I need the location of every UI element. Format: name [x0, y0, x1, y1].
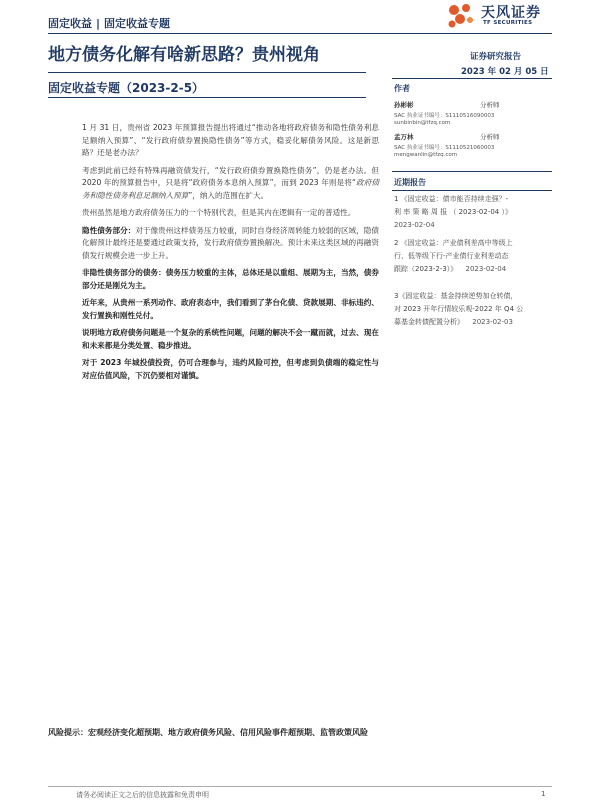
footer-rule	[48, 786, 552, 787]
sidebar-rule	[392, 78, 552, 79]
subcategory-label: 固定收益专题	[104, 17, 171, 30]
body-paragraph: 对于 2023 年城投债投资，仍可合理参与，违约风险可控，但考虑到负债端的稳定性与对应估值风险，下沉仍要相对谨慎。	[82, 358, 379, 380]
report-title-line: 跟踪（2023-2-3）》	[394, 265, 458, 273]
category-label: 固定收益	[48, 17, 92, 30]
title-rule	[48, 72, 366, 73]
footer-disclaimer: 请务必阅读正文之后的信息披露和免责申明	[76, 791, 209, 799]
author-name: 孟万林	[394, 133, 414, 141]
author-email[interactable]: sunbinbin@tfzq.com	[394, 120, 451, 126]
authors-heading: 作者	[394, 84, 410, 93]
recent-report-item[interactable]	[394, 193, 554, 232]
report-title-line: 行、低等级下行-产业债行业利差动态	[394, 252, 509, 260]
logo-name: 天风证券	[481, 5, 541, 21]
author-role: 分析师	[480, 133, 500, 141]
body-paragraph: 近年来，从贵州一系列动作、政府表态中，我们看到了茅台化债、贷款展期、非标违约、发行置换和刚性兑付。	[82, 298, 379, 320]
author-email[interactable]: mengwanlin@tfzq.com	[394, 152, 458, 158]
category-separator: |	[96, 17, 101, 30]
recent-reports-heading: 近期报告	[394, 178, 426, 187]
report-title-line: 3《固定收益：基金持续逆势加仓转债，	[394, 292, 518, 300]
header-rule	[48, 33, 552, 34]
header-category	[48, 15, 170, 31]
author-license: SAC 执业证书编号：S1110516090003	[394, 113, 495, 119]
body-paragraph: 说明地方政府债务问题是一个复杂的系统性问题，问题的解决不会一蹴而就，过去、现在和未来都是分类处置、稳步推进。	[82, 328, 379, 350]
body-paragraph: 考虑到此前已经有特殊再融资债发行，“发行政府债券置换隐性债务”，仍是老办法。但 2020 年的预算报告中，只是将“政府债务本息纳入预算”，而到 2023 年则是将“政府债务和隐性债务利息足额纳入预算”，纳入的范围在扩大。	[82, 165, 379, 200]
emphasis-text: 政府债务和隐性债务利息足额纳入预算	[82, 178, 379, 200]
recent-report-item[interactable]	[394, 237, 554, 276]
report-title-line: 募基金转债配置分析》	[394, 318, 464, 326]
body-paragraph: 1 月 31 日，贵州省 2023 年预算报告提出将通过“推动各地将政府债务和隐性债务利息足额纳入预算”、“发行政府债券置换隐性债务”等方式，稳妥化解债务风险。这是新思路？还是老办法？	[82, 123, 379, 157]
logo-icon	[446, 2, 478, 32]
authors-rule	[392, 171, 552, 172]
page-title: 地方债务化解有啥新思路？贵州视角	[48, 45, 320, 65]
recent-report-item[interactable]	[394, 290, 554, 329]
report-title-line: 1 《固定收益：债市能否持续走强？-	[394, 195, 509, 203]
author-license: SAC 执业证书编号：S1110521060003	[394, 145, 495, 151]
body-paragraph: 贵州虽然是地方政府债务压力的一个特别代表，但是其内在逻辑有一定的普适性。	[82, 208, 356, 217]
risk-text: 宏观经济变化超预期、地方政府债务风险、信用风险事件超预期、监管政策风险	[88, 728, 368, 737]
logo-subtitle: TF SECURITIES	[483, 20, 533, 26]
body-paragraph: 隐性债务部分：对于像贵州这样债务压力较重，同时自身经济周转能力较弱的区域，隐债化解预计最终还是要通过政策支持，发行政府债券置换解决。预计未来这类区域的再融资债发行规模会进一步上升。	[82, 225, 379, 260]
report-title-line: 2 《固定收益：产业债利差高中等级上	[394, 239, 513, 247]
risk-label: 风险提示：	[48, 728, 88, 737]
report-date-text: 2023-02-03	[472, 318, 513, 326]
report-body	[82, 122, 379, 387]
paragraph-lead: 隐性债务部分：	[82, 225, 136, 235]
report-title-line: 利 率 策 略 周 报 （ 2023-02-04 ）》	[394, 208, 512, 216]
report-date: 2023 年 02 月 05 日	[461, 67, 549, 77]
author-name: 孙彬彬	[394, 101, 414, 109]
body-paragraph: 非隐性债务部分的债务：债务压力较重的主体，总体还是以重组、展期为主，当然，债券部分还是刚兑为主。	[82, 268, 380, 290]
recent-rule	[392, 190, 552, 191]
report-date-text: 2023-02-04	[465, 265, 507, 273]
report-date-text: 2023-02-04	[394, 221, 435, 229]
report-type: 证券研究报告	[470, 52, 522, 62]
author-role: 分析师	[480, 101, 500, 109]
report-title-line: 对 2023 开年行情较乐观-2022 年 Q4 公	[394, 305, 524, 313]
page-number: 1	[541, 790, 546, 798]
risk-warning	[48, 726, 378, 739]
subtitle-rule	[48, 97, 366, 98]
page-subtitle: 固定收益专题（2023-2-5）	[48, 81, 205, 95]
